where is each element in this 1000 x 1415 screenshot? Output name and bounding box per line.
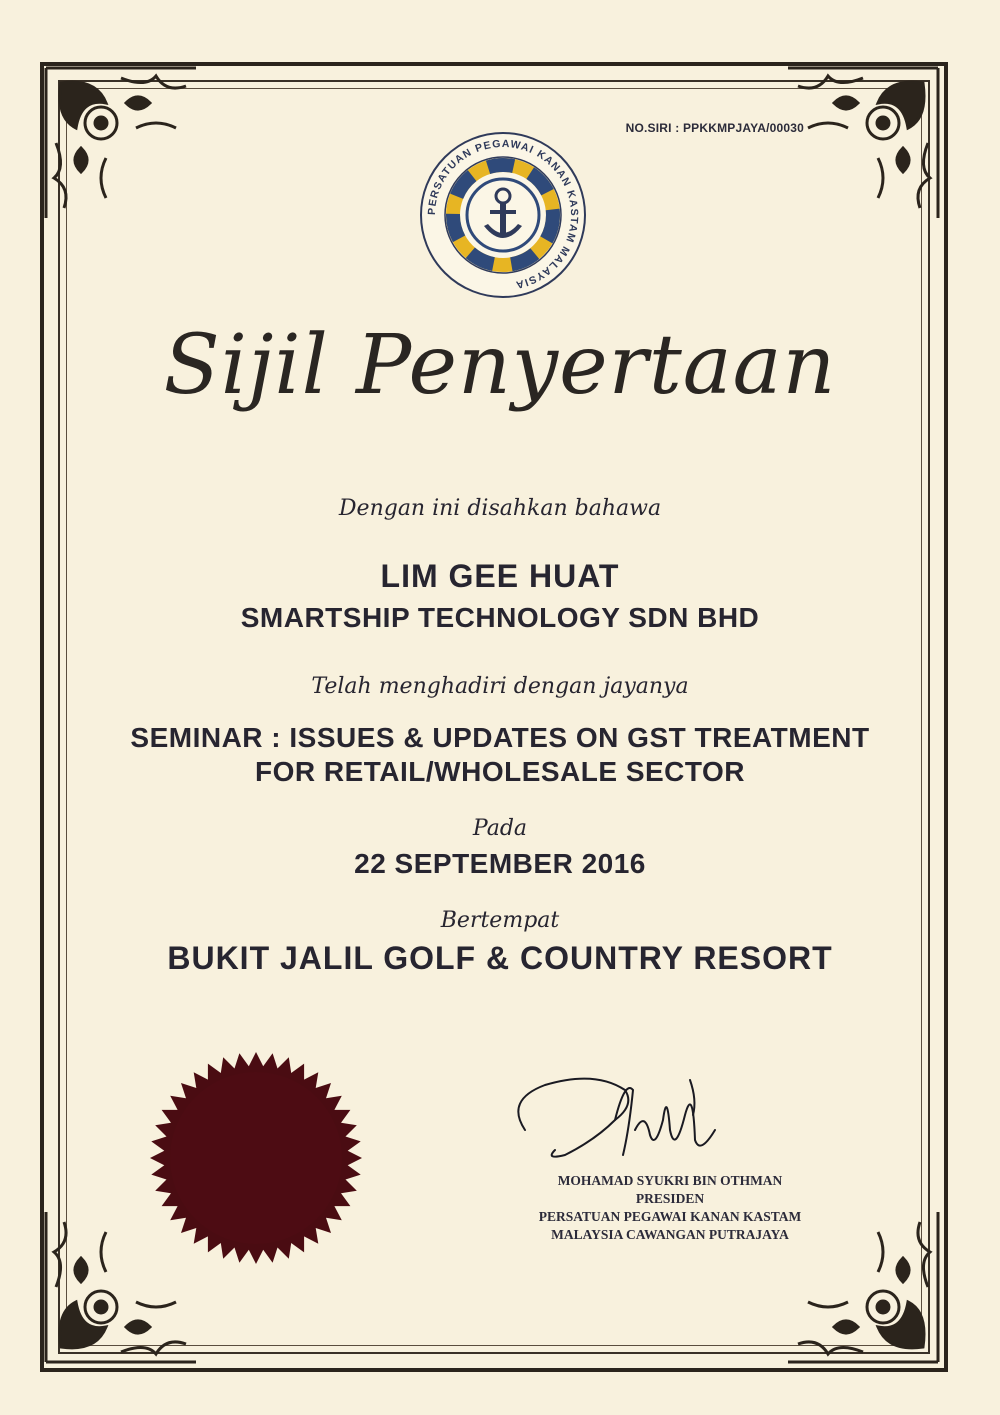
corner-ornament-icon bbox=[36, 58, 206, 228]
participant-company: SMARTSHIP TECHNOLOGY SDN BHD bbox=[240, 602, 760, 633]
participant-name: LIM GEE HUAT bbox=[380, 558, 620, 594]
intro-text: Dengan ini disahkan bahawa bbox=[338, 496, 662, 521]
certificate-title: Sijil Penyertaan bbox=[163, 318, 837, 413]
logo-ring-text: PERSATUAN PEGAWAI KANAN KASTAM MALAYSIA bbox=[425, 137, 581, 291]
event-title-line1: SEMINAR : ISSUES & UPDATES ON GST TREATMENT bbox=[130, 722, 870, 753]
event-venue: BUKIT JALIL GOLF & COUNTRY RESORT bbox=[167, 940, 833, 976]
event-title-line2: FOR RETAIL/WHOLESALE SECTOR bbox=[254, 756, 746, 787]
signatory-org-line2: MALAYSIA CAWANGAN PUTRAJAYA bbox=[551, 1227, 789, 1242]
corner-ornament-icon bbox=[778, 58, 948, 228]
signature-icon bbox=[505, 1060, 755, 1170]
serial-number: NO.SIRI : PPKKMPJAYA/00030 bbox=[625, 121, 804, 135]
attended-text: Telah menghadiri dengan jayanya bbox=[311, 674, 689, 699]
date-label: Pada bbox=[472, 816, 528, 841]
venue-label: Bertempat bbox=[440, 908, 560, 933]
signatory-org-line1: PERSATUAN PEGAWAI KANAN KASTAM bbox=[538, 1209, 802, 1224]
signatory-role: PRESIDEN bbox=[635, 1191, 705, 1206]
event-date: 22 SEPTEMBER 2016 bbox=[354, 848, 646, 879]
association-logo bbox=[418, 130, 588, 300]
wax-seal-icon bbox=[148, 1050, 364, 1266]
signatory-name: MOHAMAD SYUKRI BIN OTHMAN bbox=[557, 1173, 783, 1188]
